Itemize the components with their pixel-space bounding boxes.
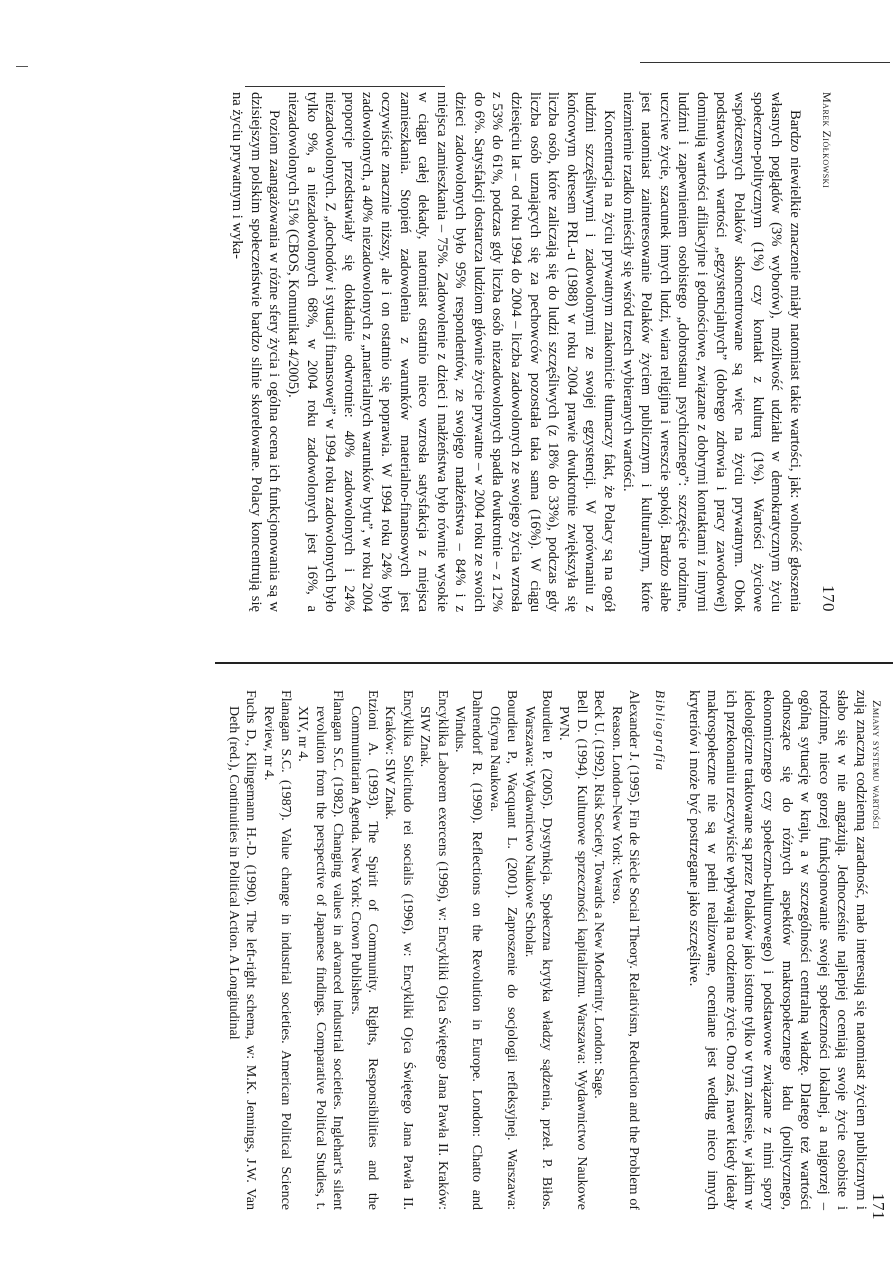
page-number: 170	[819, 585, 838, 612]
paragraph: Bardzo niewielkie znaczenie miały natomiast takie wartości, jak: wolność głoszenia własnych poglądów (3% wyborów), możliwość udziału w demokratycznym życiu społeczno-politycznym (1%) czy kontakt z kulturą (1%). Wartości życiowe współczesnych Polaków skoncentrowane są więc na życiu prywatnym. Obok podstawowych wartości „egzystencjalnych” (dobrego zdrowia i pracy zawodowej) dominują wartości afiliacyjne i godnościowe, związane z dobrymi kontaktami z innymi ludźmi i zapewnieniem osobistego „dobrostanu psychicznego”: szczęście rodzinne, uczciwe życie, szacunek innych ludzi, wiara religijna i wreszcie spokój. Bardzo słabe jest natomiast zainteresowanie Polaków życiem publicznym i kulturalnym, które niezmiernie rzadko mieściły się wśród trzech wybieranych wartości.	[619, 92, 803, 612]
body-text	[684, 690, 870, 1210]
bibliography-entry: Bourdieu P. (2005). Dystynkcja. Społeczna krytyka władzy sądzenia, przeł. P. Biłos. Warszawa: Wydawnictwo Naukowe Scholar.	[521, 690, 555, 1210]
paragraph: Poziom zaangażowania w różne sfery życia i ogólna ocena ich funkcjonowania są w dzisiejszym polskim społeczeństwie bardzo silnie skorelowane. Polacy koncentrują się na życiu prywatnym i wyka-	[229, 92, 283, 612]
page-171	[90, 690, 870, 1210]
bibliography-entry: Encyklika Laborem exercens (1996), w: Encykliki Ojca Świętego Jana Pawła II. Kraków: SIW Znak.	[417, 690, 450, 1210]
paragraph: Koncentracja na życiu prywatnym znakomicie tłumaczy fakt, że Polacy są na ogół ludźmi szczęśliwymi i zadowolonymi ze swojej egzystencji. W porównaniu z końcowym okresem PRL-u (1988) w roku 2004 prawie dwukrotnie zwiększyła się liczba osób, które zaliczają się do ludzi szczęśliwych (z 18% do 33%), podczas gdy liczba osób uznających się za pechowców pozostała taka sama (16%). W ciągu dziesięciu lat – od roku 1994 do 2004 – liczba zadowolonych ze swojego życia wzrosła z 53% do 61%, podczas gdy liczba osób niezadowolonych spadła dwukrotnie – z 12% do 6%. Satysfakcji dostarcza ludziom głównie życie prywatne – w 2004 roku ze swoich dzieci zadowolonych było 95% respondentów, ze swojego małżeństwa – 84% i z miejsca zamieszkania – 75%. Zadowolenie z dzieci i małżeństwa było równie wysokie w ciągu całej dekady, natomiast ostatnio nieco wzrosła satysfakcja z miejsca zamieszkania. Stopień zadowolenia z warunków materialno-finansowych jest oczywiście znacznie niższy, ale i on ostatnio się poprawia. W 1994 roku 24% było zadowolonych, a 40% niezadowolonych z „materialnych warunków bytu”, w roku 2004 proporcje przedstawiały się dokładnie odwrotnie: 40% zadowolonych i 24% niezadowolonych. Z „dochodów i sytuacji finansowej” w 1994 roku zadowolonych było tylko 9%, a niezadowolonych 68%, w 2004 roku zadowolonych jest 16%, a niezadowolonych 51% (CBOS, Komunikat 4/2005).	[284, 92, 618, 612]
bibliography-entry: Dahrendorf R. (1990). Reflections on the Revolution in Europe. London: Chatto and Windus.	[452, 690, 485, 1210]
bibliography-list	[224, 690, 642, 1210]
body-text	[228, 92, 804, 612]
bibliography-entry: Flanagan S.C. (1982). Changing values in advanced industrial societies. Inglehart's silent revolution from the perspective of Japanese findings. Comparative Political Studies, t. XIV, nr 4.	[295, 690, 346, 1210]
page-number: 171	[869, 1193, 888, 1220]
bibliography-entry: Etzioni A. (1993). The Spirit of Community. Rights, Responsibilities and the Communitarian Agenda. New York: Crown Publishers.	[347, 690, 380, 1210]
page-header	[818, 92, 838, 612]
running-header: Zmiany systemu wartości	[870, 700, 884, 830]
page-171-header	[868, 700, 888, 1220]
bibliography-entry: Bourdieu P., Wacquant L. (2001). Zaproszenie do socjologii refleksyjnej. Warszawa: Oficyna Naukowa.	[486, 690, 520, 1210]
running-header: Marek Ziółkowski	[820, 92, 834, 189]
bibliography-entry: Fuchs D., Klingemann H.-D. (1990). The left-right schema, w: M.K. Jennings, J.W. Van Deth (red.), Continuities in Political Action. A Longitudinal	[225, 690, 259, 1210]
bibliography-entry: Encyklika Solicitudo rei socialis (1996), w: Encykliki Ojca Świętego Jana Pawła II. Kraków: SIW Znak.	[382, 690, 415, 1210]
scan-top-rule-right	[640, 62, 890, 63]
bibliography-title: Bibliografia	[653, 690, 669, 772]
bibliography-entry: Alexander J. (1995). Fin de Siècle Social Theory. Relativism, Reduction and the Problem of Reason. London–New York: Verso.	[608, 690, 642, 1210]
page-fold-line	[215, 662, 893, 664]
bibliography-entry: Bell D. (1994). Kulturowe sprzeczności kapitalizmu. Warszawa: Wydawnictwo Naukowe PWN.	[556, 690, 589, 1210]
paragraph: zują znaczną codzienną zaradność, mało interesują się natomiast życiem publicznym i słabo się w nie angażują. Jednocześnie najlepiej oceniają swoje życie osobiste i rodzinne, nieco gorzej funkcjonowanie swojej społeczności lokalnej, a najgorzej – ogólną sytuację w kraju, a w szczególności centralną władzę. Dlatego też wartości odnoszące się do różnych aspektów makrospołecznego ładu (politycznego, ekonomicznego czy społeczno-kulturowego) i podstawowe związane z nimi spory ideologiczne traktowane są przez Polaków jako istotne tylko w tym zakresie, w jakim w ich przekonaniu rzeczywiście wpływają na codzienne życie. Ono zaś, nawet kiedy ideały makrospołeczne nie są w pełni realizowane, oceniane jest według nieco innych kryteriów i może być postrzegane jako szczęśliwe.	[685, 690, 869, 1210]
bibliography-entry: Flanagan S.C. (1987). Value change in industrial societies. American Political Science Review, nr 4.	[260, 690, 293, 1210]
scan-top-rule	[245, 86, 445, 87]
page-170	[48, 92, 838, 612]
scan-mark	[16, 66, 28, 67]
bibliography-entry: Beck U. (1992). Risk Society. Towards a New Modernity. London: Sage.	[591, 690, 607, 1099]
